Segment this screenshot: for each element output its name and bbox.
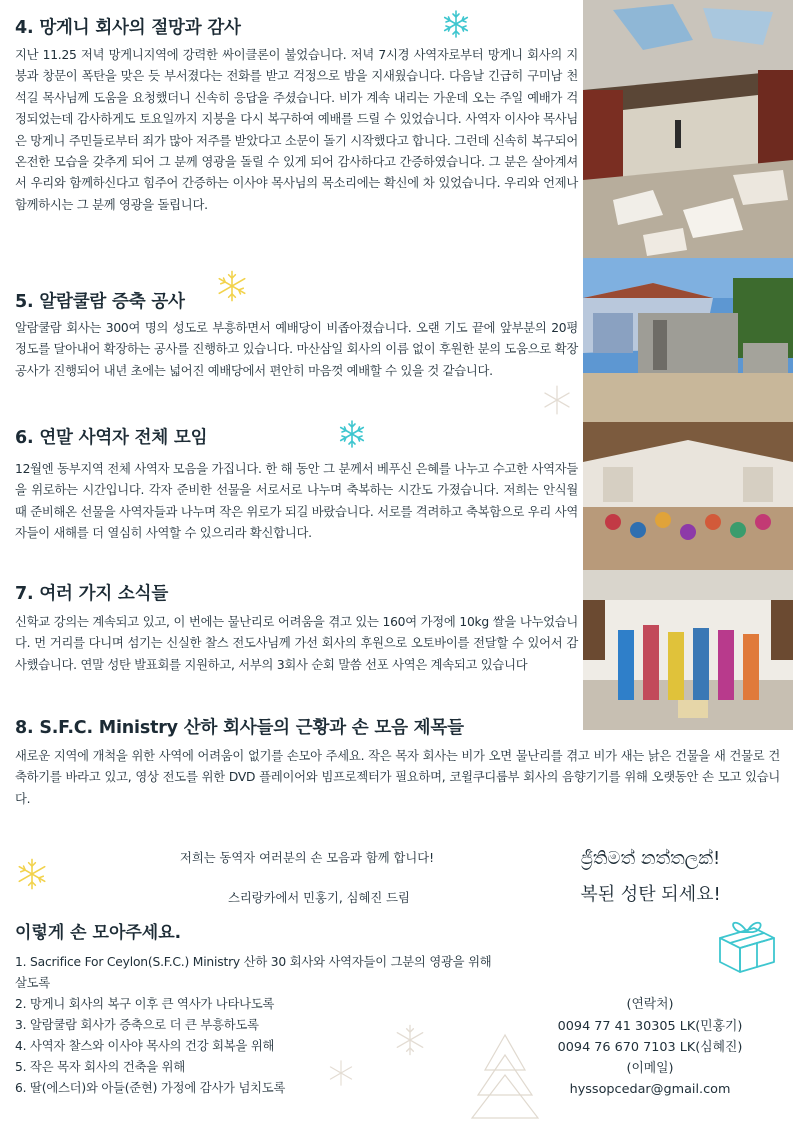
snowflake-icon bbox=[14, 856, 50, 892]
list-item: 3. 알람쿨람 회사가 증축으로 더 큰 부흥하도록 bbox=[15, 1018, 259, 1032]
section-5-body: 알람쿨람 회사는 300여 명의 성도로 부흥하면서 예배당이 비좁아졌습니다. 오랜 기도 끝에 앞부분의 20평 정도를 달아내어 확장하는 공사를 진행하고 있습니다. 마산삼일 회사의 이름 없이 후원한 분의 도움으로 확장공사가 진행되어 내년 초에는 넓어진 예배당에서 편안히 마음껏 예배할 수 있을 것 같습니다. bbox=[15, 321, 578, 378]
prayer-title: 이렇게 손 모아주세요. bbox=[15, 923, 182, 943]
closing-message: 저희는 동역자 여러분의 손 모음과 함께 합니다! bbox=[180, 851, 435, 865]
greeting-sinhala: ජ්‍රීතිමත් නත්තලක්! bbox=[580, 848, 721, 869]
list-item: 5. 작은 목자 회사의 건축을 위해 bbox=[15, 1060, 186, 1074]
section-6-title: 6. 연말 사역자 전체 모임 bbox=[15, 428, 208, 448]
section-7-body: 신학교 강의는 계속되고 있고, 이 번에는 물난리로 어려움을 겪고 있는 160여 가정에 10kg 쌀을 나누었습니다. 먼 거리를 다니며 섬기는 신실한 찰스 전도사님께 가선 회사의 후원으로 오토바이를 전달할 수 있어서 감사했습니다. 연말 성탄 발표회를 지원하고, 서부의 3회사 순회 말씀 선포 사역은 계속되고 있습니다 bbox=[15, 615, 578, 672]
contact-label: (연락처) bbox=[626, 997, 674, 1012]
gift-box-icon bbox=[714, 914, 780, 976]
section-7-title: 7. 여러 가지 소식들 bbox=[15, 584, 169, 604]
snowflake-icon bbox=[336, 418, 368, 450]
snowflake-icon bbox=[214, 268, 250, 304]
section-4-title: 4. 망게니 회사의 절망과 감사 bbox=[15, 18, 241, 38]
greeting-korean: 복된 성탄 되세요! bbox=[580, 884, 721, 905]
snowflake-icon bbox=[440, 8, 472, 40]
closing-signature: 스리랑카에서 민홍기, 심혜진 드림 bbox=[228, 891, 410, 905]
section-4-body: 지난 11.25 저녁 망게니지역에 강력한 싸이클론이 불었습니다. 저녁 7시경 사역자로부터 망게니 회사의 지붕과 창문이 폭탄을 맞은 듯 부서졌다는 전화를 받고 걱정으로 밤을 지새웠습니다. 다음날 긴급히 구미남 천석길 목사님께 도움을 요청했더니 신속히 응답을 주셨습니다. 비가 계속 내리는 가운데 오는 주일 예배가 걱정되었는데 감사하게도 토요일까지 지붕을 다시 복구하여 예배를 드릴 수 있었습니다. 사역자 이사야 목사님은 망게니 주민들로부터 죄가 많아 저주를 받았다고 소문이 돌기 시작했다고 합니다. 그런데 신속히 복구되어 온전한 모습을 갖추게 되어 그 분께 영광을 돌릴 수 있게 되어 감사하다고 간증하였습니다. 그 분은 살아계셔서 우리와 함께하신다고 힘주어 간증하는 이사야 목사님의 목소리에는 확신에 차 있었습니다. 우리와 언제나 함께하시는 그 분께 영광을 돌립니다. bbox=[15, 48, 578, 212]
section-8-body: 새로운 지역에 개척을 위한 사역에 어려움이 없기를 손모아 주세요. 작은 목자 회사는 비가 오면 물난리를 겪고 비가 새는 낡은 건물을 새 건물로 건축하기를 바라고 있고, 영상 전도를 위한 DVD 플레이어와 빔프로젝터가 필요하며, 코윌쿠디룹부 회사의 음향기기를 위해 오랫동안 손 모고 있습니다. bbox=[15, 749, 780, 806]
photo-damaged-church-interior bbox=[583, 0, 793, 258]
photo-rice-distribution bbox=[583, 570, 793, 730]
list-item: 2. 망게니 회사의 복구 이후 큰 역사가 나타나도록 bbox=[15, 997, 275, 1011]
section-6-body: 12월엔 동부지역 전체 사역자 모음을 가집니다. 한 해 동안 그 분께서 베푸신 은혜를 나누고 수고한 사역자들을 위로하는 시간입니다. 각자 준비한 선물을 서로서로 나누며 축복하는 시간도 가졌습니다. 저희는 안식월 때 준비해온 선물을 사역자들과 나누며 작은 위로가 되길 바랐습니다. 서로를 격려하고 축복함으로 우리 사역자들이 새해를 더 열심히 사역할 수 있으리라 확신합니다. bbox=[15, 462, 578, 541]
email-address[interactable]: hyssopcedar@gmail.com bbox=[569, 1082, 731, 1097]
list-item: 4. 사역자 찰스와 이사야 목사의 건강 회복을 위해 bbox=[15, 1039, 275, 1053]
email-label: (이메일) bbox=[626, 1061, 674, 1076]
list-item: 1. Sacrifice For Ceylon(S.F.C.) Ministry 산하 30 회사와 사역자들이 그분의 영광을 위해 살도록 bbox=[15, 955, 492, 990]
section-8-title: 8. S.F.C. Ministry 산하 회사들의 근황과 손 모음 제목들 bbox=[15, 718, 464, 738]
snowflake-icon bbox=[540, 383, 574, 417]
photo-year-end-ministers-gathering bbox=[583, 422, 793, 570]
photo-church-expansion-construction bbox=[583, 258, 793, 422]
prayer-list bbox=[15, 952, 505, 1099]
contact-phone-1: 0094 77 41 30305 LK(민홍기) bbox=[557, 1019, 743, 1034]
section-5-title: 5. 알람쿨람 증축 공사 bbox=[15, 292, 185, 312]
list-item: 6. 딸(에스더)와 아들(준현) 가정에 감사가 넘치도록 bbox=[15, 1081, 286, 1095]
contact-phone-2: 0094 76 670 7103 LK(심혜진) bbox=[557, 1040, 743, 1055]
